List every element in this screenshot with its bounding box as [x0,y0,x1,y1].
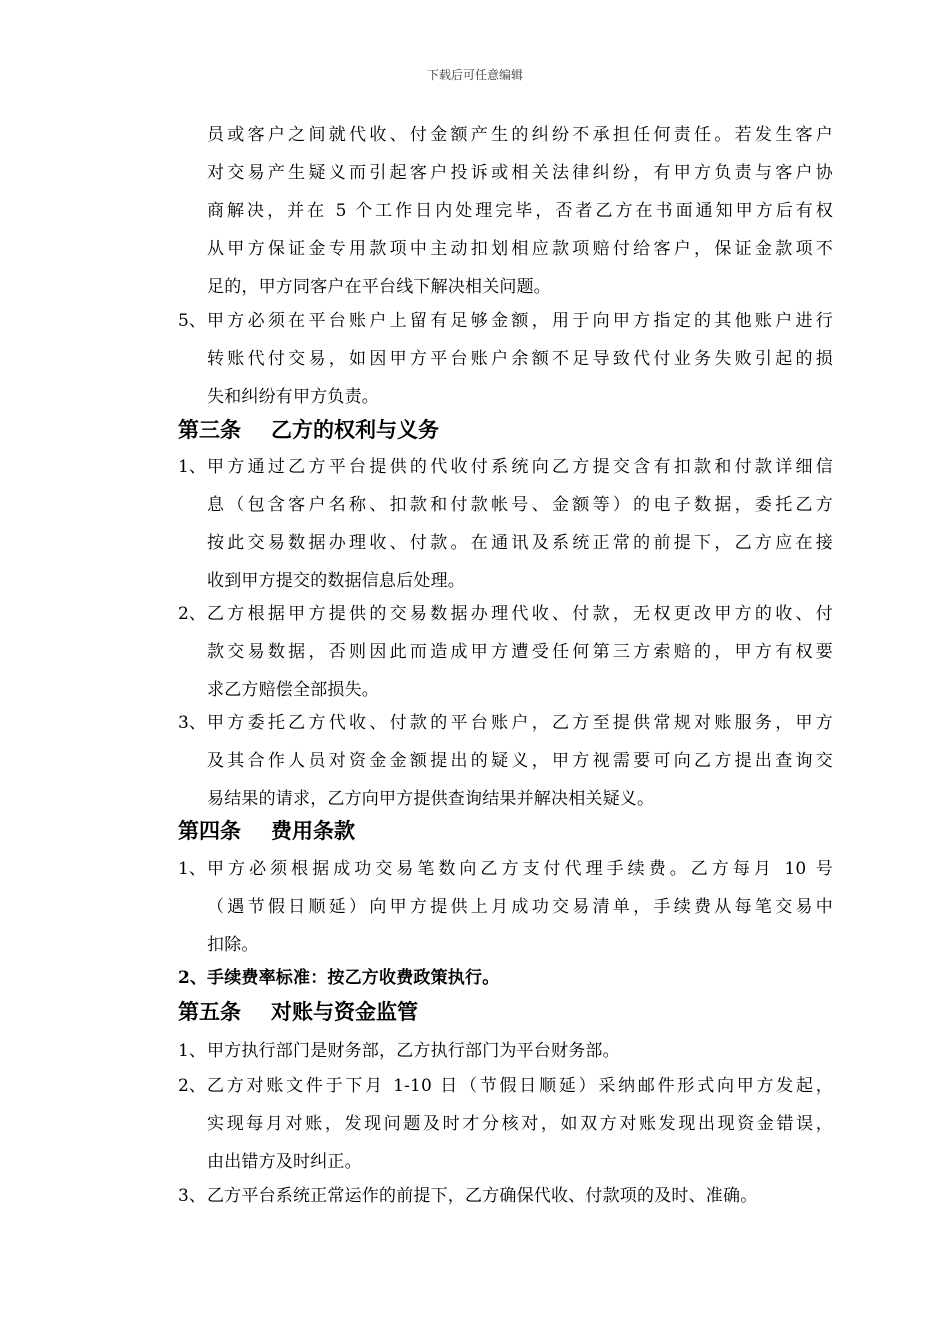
paragraph-line: 员或客户之间就代收、付金额产生的纠纷不承担任何责任。若发生客户 [207,125,833,145]
article-heading [178,998,418,1026]
paragraph-line: 按此交易数据办理收、付款。在通讯及系统正常的前提下，乙方应在接 [207,533,833,553]
paragraph-line: 对交易产生疑义而引起客户投诉或相关法律纠纷，有甲方负责与客户协 [207,163,833,183]
list-item-number: 1、 [178,859,206,879]
paragraph-line: 求乙方赔偿全部损失。 [207,680,379,700]
paragraph-line: 手续费率标准：按乙方收费政策执行。 [207,968,500,988]
paragraph-line: 乙方根据甲方提供的交易数据办理代收、付款，无权更改甲方的收、付 [207,604,833,624]
paragraph-line: 甲方通过乙方平台提供的代收付系统向乙方提交含有扣款和付款详细信 [207,457,833,477]
paragraph-line: 甲方必须在平台账户上留有足够金额，用于向甲方指定的其他账户进行 [207,311,833,331]
paragraph-line: 款交易数据，否则因此而造成甲方遭受任何第三方索赔的，甲方有权要 [207,642,833,662]
article-title: 费用条款 [271,819,355,843]
page-header: 下载后可任意编辑 [426,68,523,82]
list-item-number: 3、 [178,713,206,733]
paragraph-line: 乙方平台系统正常运作的前提下，乙方确保代收、付款项的及时、准确。 [207,1186,758,1206]
paragraph-line: 商解决，并在 5 个工作日内处理完毕，否者乙方在书面通知甲方后有权 [207,201,833,221]
list-item-number: 1、 [178,457,206,477]
article-label: 第三条 [178,418,241,442]
paragraph-line: 易结果的请求，乙方向甲方提供查询结果并解决相关疑义。 [207,789,655,809]
paragraph-line: 从甲方保证金专用款项中主动扣划相应款项赔付给客户，保证金款项不 [207,239,833,259]
list-item-number: 1、 [178,1041,206,1061]
paragraph-line: 足的，甲方同客户在平台线下解决相关问题。 [207,277,551,297]
paragraph-line: 由出错方及时纠正。 [207,1152,362,1172]
article-title: 乙方的权利与义务 [271,418,439,442]
list-item-number: 3、 [178,1186,206,1206]
list-item-number: 2、 [178,1076,206,1096]
article-heading [178,416,439,444]
list-item-number: 2、 [178,604,206,624]
paragraph-line: （遇节假日顺延）向甲方提供上月成功交易清单，手续费从每笔交易中 [207,897,833,917]
paragraph-line: 乙方对账文件于下月 1-10 日（节假日顺延）采纳邮件形式向甲方发起， [207,1076,833,1096]
paragraph-line: 失和纠纷有甲方负责。 [207,387,379,407]
article-label: 第五条 [178,1000,241,1024]
article-title: 对账与资金监管 [271,1000,418,1024]
paragraph-line: 扣除。 [207,935,259,955]
paragraph-line: 实现每月对账，发现问题及时才分核对，如双方对账发现出现资金错误， [207,1114,833,1134]
article-label: 第四条 [178,819,241,843]
paragraph-line: 甲方必须根据成功交易笔数向乙方支付代理手续费。乙方每月 10 号 [207,859,833,879]
list-item-number: 2、 [178,968,207,988]
paragraph-line: 息（包含客户名称、扣款和付款帐号、金额等）的电子数据，委托乙方 [207,495,833,515]
article-heading [178,817,355,845]
list-item-number: 5、 [178,311,206,331]
paragraph-line: 收到甲方提交的数据信息后处理。 [207,571,465,591]
paragraph-line: 转账代付交易，如因甲方平台账户余额不足导致代付业务失败引起的损 [207,349,833,369]
paragraph-line: 及其合作人员对资金金额提出的疑义，甲方视需要可向乙方提出查询交 [207,751,833,771]
paragraph-line: 甲方委托乙方代收、付款的平台账户，乙方至提供常规对账服务，甲方 [207,713,833,733]
paragraph-line: 甲方执行部门是财务部，乙方执行部门为平台财务部。 [207,1041,620,1061]
